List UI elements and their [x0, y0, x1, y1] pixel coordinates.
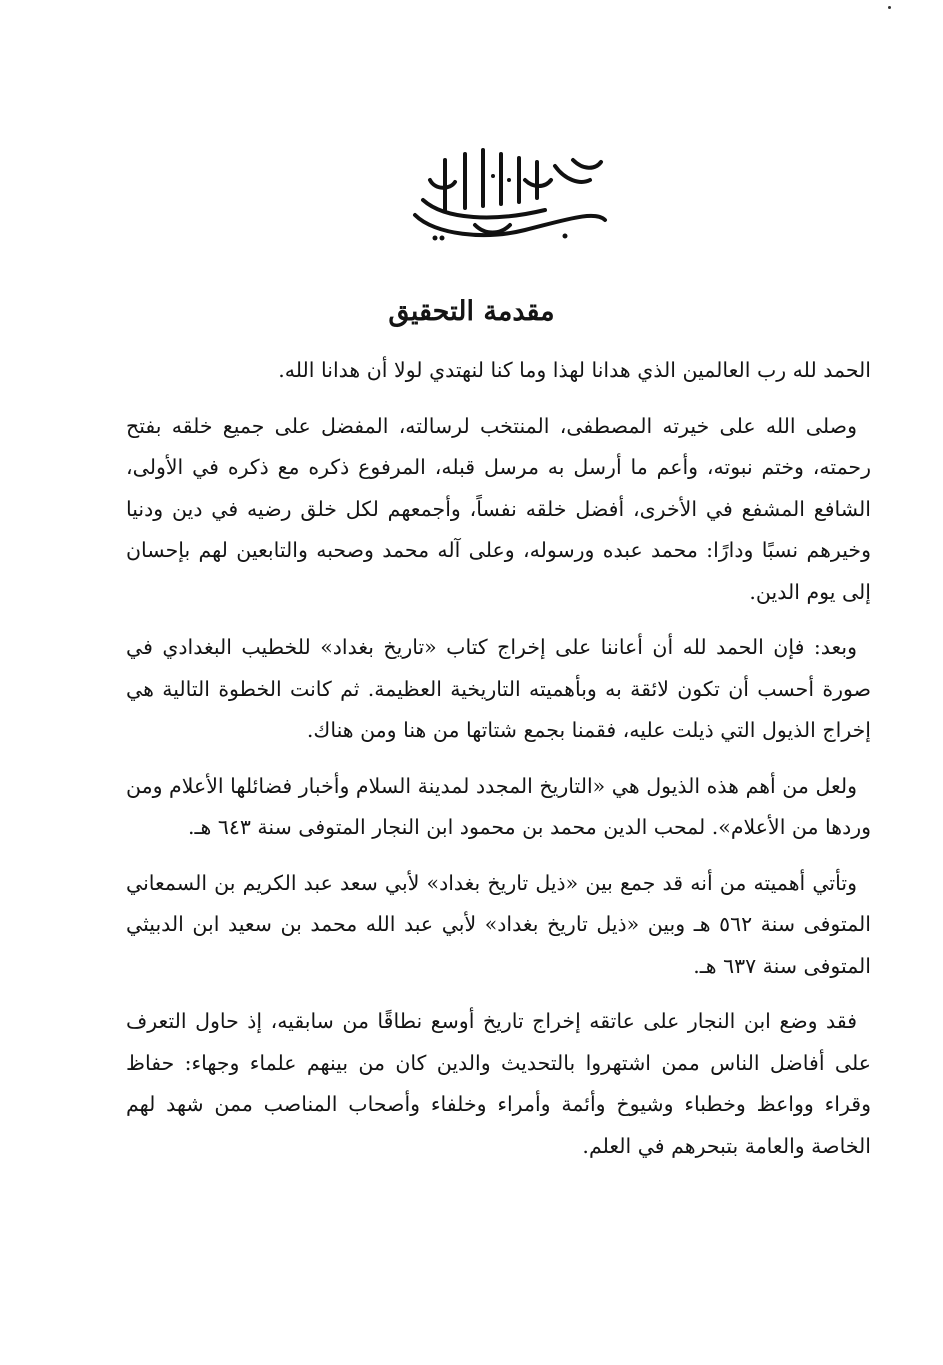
basmala-calligraphy: [405, 140, 615, 250]
corner-mark: [888, 6, 891, 9]
body-text: [126, 350, 871, 1181]
paragraph-3: وبعد: فإن الحمد لله أن أعاننا على إخراج كتاب «تاريخ بغداد» للخطيب البغدادي في صورة أحسب أن تكون لائقة به وبأهميته التاريخية العظيمة. ثم كانت الخطوة التالية هي إخراج الذيول التي ذيلت عليه، فقمنا بجمع شتاتها من هنا ومن هناك.: [126, 635, 871, 742]
paragraph-6: فقد وضع ابن النجار على عاتقه إخراج تاريخ أوسع نطاقًا من سابقيه، إذ حاول التعرف على أفاضل الناس ممن اشتهروا بالتحديث والدين كان من بينهم علماء وجهاء: حفاظ وقراء وواعظ وخطباء وشيوخ وأئمة وأمراء وخلفاء وأصحاب المناصب ممن شهد لهم الخاصة والعامة بتبحرهم في العلم.: [126, 1009, 871, 1158]
paragraph-1: الحمد لله رب العالمين الذي هدانا لهذا وما كنا لنهتدي لولا أن هدانا الله.: [278, 358, 871, 382]
paragraph-4: ولعل من أهم هذه الذيول هي «التاريخ المجدد لمدينة السلام وأخبار فضائلها الأعلام ومن وردها من الأعلام». لمحب الدين محمد بن محمود ابن النجار المتوفى سنة ٦٤٣ هـ.: [126, 773, 871, 839]
basmala-calligraphy-graphic: [405, 140, 615, 250]
paragraph-5: وتأتي أهميته من أنه قد جمع بين «ذيل تاريخ بغداد» لأبي سعد عبد الكريم بن السمعاني المتوفى سنة ٥٦٢ هـ وبين «ذيل تاريخ بغداد» لأبي عبد الله محمد بن سعيد ابن الدبيثي المتوفى سنة ٦٣٧ هـ.: [126, 870, 871, 978]
page-title: مقدمة التحقيق: [388, 296, 555, 327]
paragraph-2: وصلى الله على خيرته المصطفى، المنتخب لرسالته، المفضل على جميع خلقه بفتح رحمته، وختم نبوته، وأعم ما أرسل به مرسل قبله، المرفوع ذكره مع ذكره في الأولى، الشافع المشفع في الأخرى، أفضل خلقه نفساً، وأجمعهم لكل خلق رضيه في دين ودنيا وخيرهم نسبًا ودارًا: محمد عبده ورسوله، وعلى آله محمد وصحبه والتابعين لهم بإحسان إلى يوم الدين.: [126, 413, 871, 604]
